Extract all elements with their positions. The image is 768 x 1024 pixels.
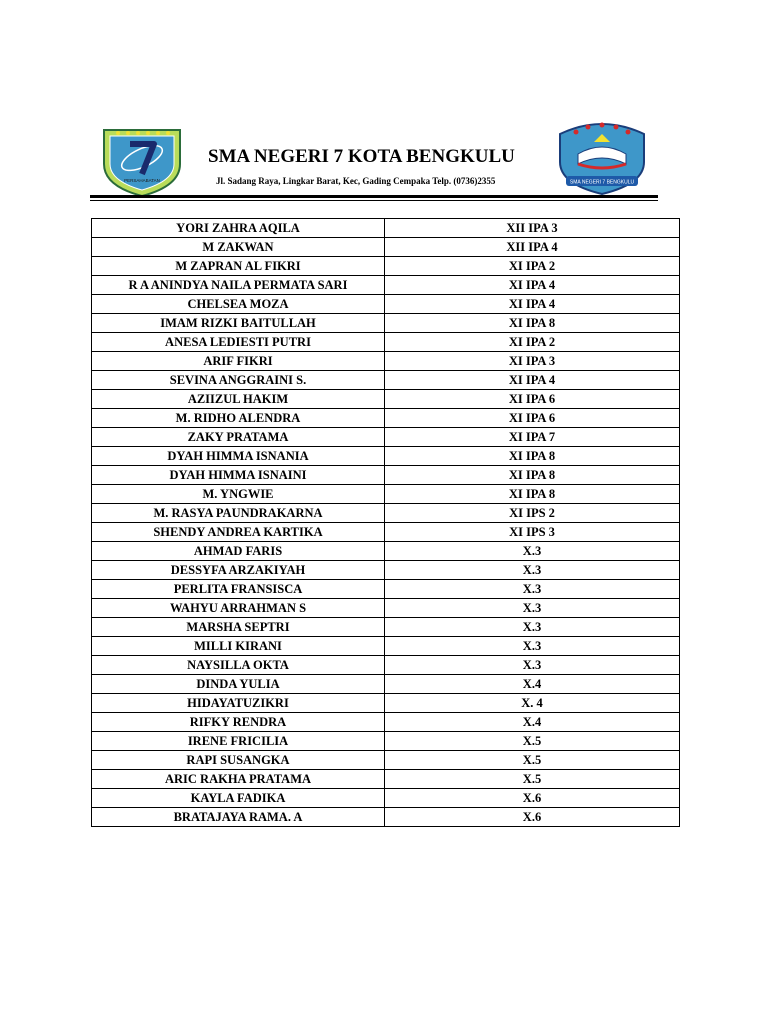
student-name-cell: SEVINA ANGGRAINI S. bbox=[92, 371, 385, 390]
student-roster-body bbox=[92, 219, 680, 827]
student-name-cell: RAPI SUSANGKA bbox=[92, 751, 385, 770]
student-name-cell: WAHYU ARRAHMAN S bbox=[92, 599, 385, 618]
student-class-cell: XI IPA 4 bbox=[385, 295, 680, 314]
student-class-cell: XI IPS 2 bbox=[385, 504, 680, 523]
student-name-cell: AZIIZUL HAKIM bbox=[92, 390, 385, 409]
student-class-cell: X.3 bbox=[385, 542, 680, 561]
table-row bbox=[92, 770, 680, 789]
student-class-cell: X.4 bbox=[385, 675, 680, 694]
student-class-cell: X.6 bbox=[385, 808, 680, 827]
table-row bbox=[92, 561, 680, 580]
student-name-cell: M. RIDHO ALENDRA bbox=[92, 409, 385, 428]
student-class-cell: XI IPA 6 bbox=[385, 409, 680, 428]
student-class-cell: XI IPA 6 bbox=[385, 390, 680, 409]
student-class-cell: XI IPS 3 bbox=[385, 523, 680, 542]
table-row bbox=[92, 618, 680, 637]
student-class-cell: X.6 bbox=[385, 789, 680, 808]
student-class-cell: X.5 bbox=[385, 770, 680, 789]
table-row bbox=[92, 599, 680, 618]
student-name-cell: SHENDY ANDREA KARTIKA bbox=[92, 523, 385, 542]
student-class-cell: XI IPA 2 bbox=[385, 333, 680, 352]
student-name-cell: DYAH HIMMA ISNAINI bbox=[92, 466, 385, 485]
table-row bbox=[92, 580, 680, 599]
emblem-right-motto: SMA NEGERI 7 BENGKULU bbox=[569, 179, 635, 186]
student-name-cell: DESSYFA ARZAKIYAH bbox=[92, 561, 385, 580]
student-class-cell: X.5 bbox=[385, 732, 680, 751]
table-row bbox=[92, 694, 680, 713]
student-name-cell: PERLITA FRANSISCA bbox=[92, 580, 385, 599]
student-name-cell: HIDAYATUZIKRI bbox=[92, 694, 385, 713]
student-name-cell: AHMAD FARIS bbox=[92, 542, 385, 561]
table-row bbox=[92, 656, 680, 675]
table-row bbox=[92, 485, 680, 504]
student-class-cell: XI IPA 8 bbox=[385, 447, 680, 466]
student-class-cell: X.3 bbox=[385, 599, 680, 618]
student-class-cell: XI IPA 7 bbox=[385, 428, 680, 447]
student-name-cell: ZAKY PRATAMA bbox=[92, 428, 385, 447]
student-class-cell: X.3 bbox=[385, 637, 680, 656]
table-row bbox=[92, 238, 680, 257]
table-row bbox=[92, 276, 680, 295]
table-row bbox=[92, 713, 680, 732]
table-row bbox=[92, 447, 680, 466]
student-class-cell: XI IPA 2 bbox=[385, 257, 680, 276]
student-name-cell: DINDA YULIA bbox=[92, 675, 385, 694]
student-class-cell: XI IPA 4 bbox=[385, 276, 680, 295]
table-row bbox=[92, 732, 680, 751]
student-name-cell: NAYSILLA OKTA bbox=[92, 656, 385, 675]
table-row bbox=[92, 219, 680, 238]
student-class-cell: XI IPA 8 bbox=[385, 314, 680, 333]
student-class-cell: X.3 bbox=[385, 580, 680, 599]
student-class-cell: XI IPA 4 bbox=[385, 371, 680, 390]
student-class-cell: XII IPA 4 bbox=[385, 238, 680, 257]
student-class-cell: X.3 bbox=[385, 561, 680, 580]
student-class-cell: XII IPA 3 bbox=[385, 219, 680, 238]
table-row bbox=[92, 523, 680, 542]
student-name-cell: R A ANINDYA NAILA PERMATA SARI bbox=[92, 276, 385, 295]
student-name-cell: KAYLA FADIKA bbox=[92, 789, 385, 808]
student-class-cell: XI IPA 8 bbox=[385, 485, 680, 504]
table-row bbox=[92, 466, 680, 485]
table-row bbox=[92, 409, 680, 428]
table-row bbox=[92, 371, 680, 390]
table-row bbox=[92, 675, 680, 694]
student-name-cell: ARIF FIKRI bbox=[92, 352, 385, 371]
student-name-cell: M ZAPRAN AL FIKRI bbox=[92, 257, 385, 276]
header-divider-thick bbox=[90, 195, 658, 198]
student-name-cell: ARIC RAKHA PRATAMA bbox=[92, 770, 385, 789]
student-name-cell: M. RASYA PAUNDRAKARNA bbox=[92, 504, 385, 523]
student-name-cell: M. YNGWIE bbox=[92, 485, 385, 504]
table-row bbox=[92, 504, 680, 523]
student-name-cell: BRATAJAYA RAMA. A bbox=[92, 808, 385, 827]
table-row bbox=[92, 428, 680, 447]
school-address: Jl. Sadang Raya, Lingkar Barat, Kec, Gading Cempaka Telp. (0736)2355 bbox=[216, 176, 496, 186]
table-row bbox=[92, 808, 680, 827]
header-divider-thin bbox=[90, 200, 658, 201]
table-row bbox=[92, 257, 680, 276]
student-name-cell: IMAM RIZKI BAITULLAH bbox=[92, 314, 385, 333]
school-emblem-right-logo bbox=[554, 118, 650, 196]
student-class-cell: XI IPA 3 bbox=[385, 352, 680, 371]
table-row bbox=[92, 333, 680, 352]
table-row bbox=[92, 751, 680, 770]
letterhead bbox=[90, 118, 660, 200]
student-name-cell: M ZAKWAN bbox=[92, 238, 385, 257]
table-row bbox=[92, 314, 680, 333]
school-emblem-left-logo bbox=[102, 124, 182, 198]
table-row bbox=[92, 637, 680, 656]
student-class-cell: XI IPA 8 bbox=[385, 466, 680, 485]
student-name-cell: CHELSEA MOZA bbox=[92, 295, 385, 314]
student-name-cell: ANESA LEDIESTI PUTRI bbox=[92, 333, 385, 352]
student-name-cell: MARSHA SEPTRI bbox=[92, 618, 385, 637]
student-class-cell: X.3 bbox=[385, 618, 680, 637]
emblem-left-motto: PERSAHABATAN bbox=[124, 178, 160, 183]
table-row bbox=[92, 542, 680, 561]
student-class-cell: X. 4 bbox=[385, 694, 680, 713]
table-row bbox=[92, 390, 680, 409]
student-class-cell: X.3 bbox=[385, 656, 680, 675]
student-class-cell: X.5 bbox=[385, 751, 680, 770]
student-name-cell: RIFKY RENDRA bbox=[92, 713, 385, 732]
table-row bbox=[92, 352, 680, 371]
table-row bbox=[92, 789, 680, 808]
student-roster-table bbox=[91, 218, 680, 827]
student-name-cell: IRENE FRICILIA bbox=[92, 732, 385, 751]
table-row bbox=[92, 295, 680, 314]
school-name: SMA NEGERI 7 KOTA BENGKULU bbox=[208, 146, 515, 167]
student-name-cell: MILLI KIRANI bbox=[92, 637, 385, 656]
student-class-cell: X.4 bbox=[385, 713, 680, 732]
student-name-cell: YORI ZAHRA AQILA bbox=[92, 219, 385, 238]
student-name-cell: DYAH HIMMA ISNANIA bbox=[92, 447, 385, 466]
